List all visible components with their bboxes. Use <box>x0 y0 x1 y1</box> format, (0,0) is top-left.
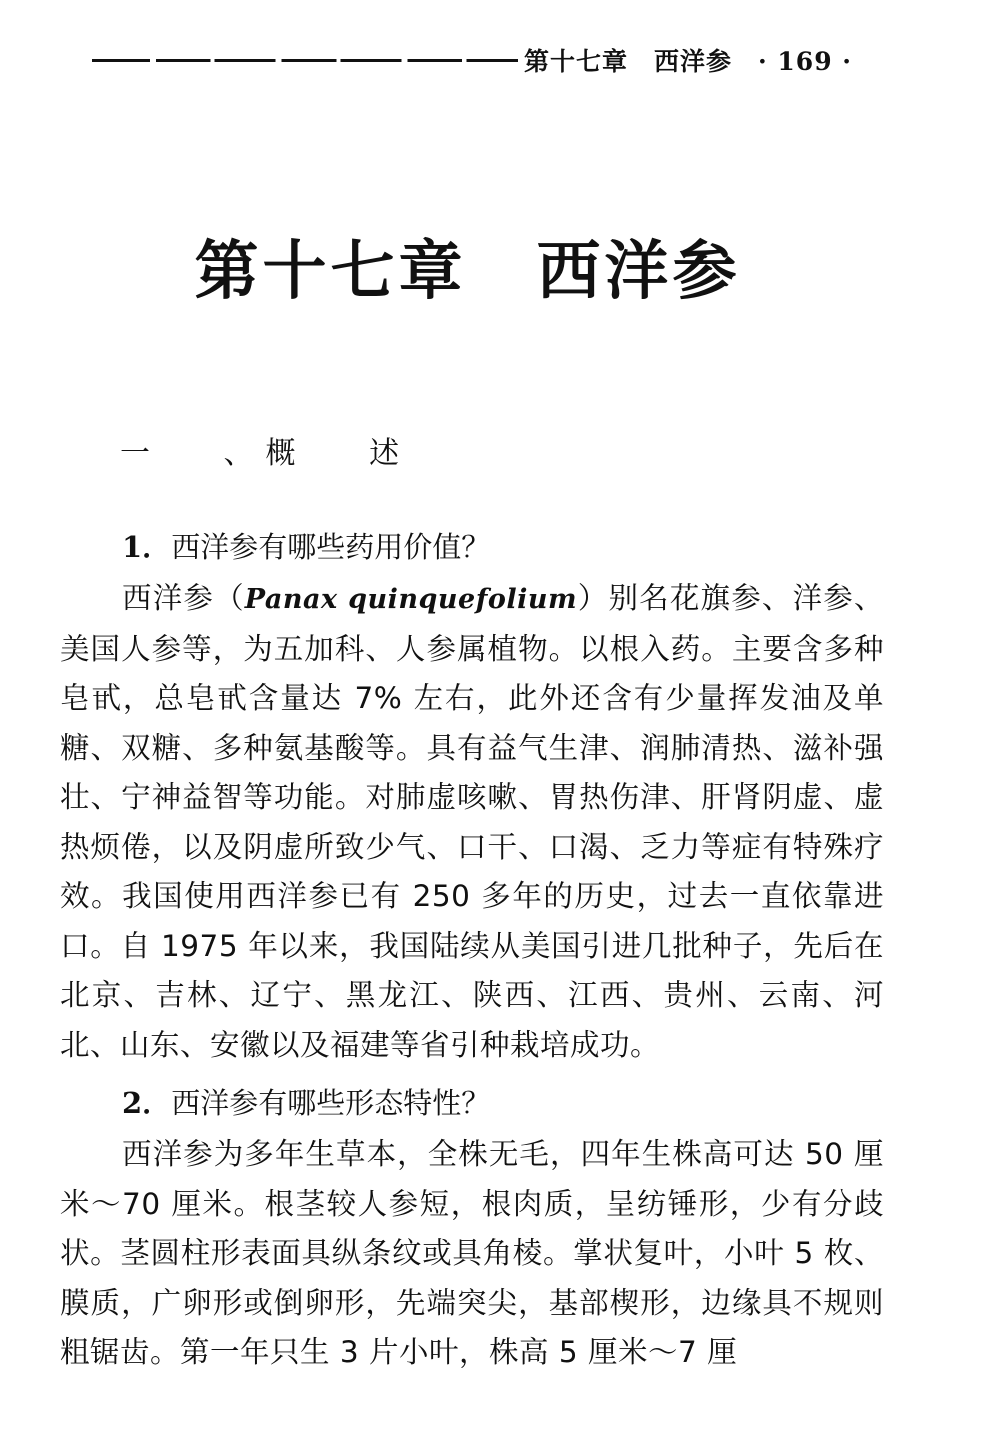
question-2 <box>60 1078 884 1128</box>
header-text <box>524 42 852 78</box>
question-1 <box>60 522 884 572</box>
question-1-number: 1． <box>122 530 172 564</box>
header-topic: 西洋参 <box>653 47 732 76</box>
running-header <box>92 40 852 80</box>
chapter-title-number: 第十七章 <box>194 234 467 309</box>
answer-2: 西洋参为多年生草本，全株无毛，四年生株高可达 50 厘米～70 厘米。根茎较人参短，根肉质，呈纺锤形，少有分歧状。茎圆柱形表面具纵条纹或具角棱。掌状复叶，小叶 5 枚、膜质，广卵形或倒卵形，先端突尖，基部楔形，边缘具不规则粗锯齿。第一年只生 3 片小叶，株高 5 厘米～7 厘 <box>60 1137 884 1369</box>
section-heading: 一 、概 述 <box>120 436 412 471</box>
question-2-text: 西洋参有哪些形态特性？ <box>171 1086 491 1120</box>
page-number: · 169 · <box>758 47 852 76</box>
question-2-number: 2． <box>122 1086 172 1120</box>
question-1-text: 西洋参有哪些药用价值？ <box>171 530 491 564</box>
header-rule <box>92 59 518 62</box>
body-text <box>60 522 884 1386</box>
answer-1-body: ）别名花旗参、洋参、美国人参等，为五加科、人参属植物。以根入药。主要含多种皂甙，总皂甙含量达 7% 左右，此外还含有少量挥发油及单糖、双糖、多种氨基酸等。具有益气生津、润肺清热、滋补强壮、宁神益智等功能。对肺虚咳嗽、胃热伤津、肝肾阴虚、虚热烦倦，以及阴虚所致少气、口干、口渴、乏力等症有特殊疗效。我国使用西洋参已有 250 多年的历史，过去一直依靠进口。自 1975 年以来，我国陆续从美国引进几批种子，先后在北京、吉林、辽宁、黑龙江、陕西、江西、贵州、云南、河北、山东、安徽以及福建等省引种栽培成功。 <box>60 581 884 1062</box>
header-chapter: 第十七章 <box>523 47 628 76</box>
answer-1-lead: 西洋参（ <box>122 581 245 615</box>
answer-1 <box>60 574 884 1070</box>
chapter-title-topic: 西洋参 <box>536 234 741 309</box>
latin-name: Panax quinquefolium <box>244 584 578 615</box>
chapter-title <box>0 220 935 312</box>
